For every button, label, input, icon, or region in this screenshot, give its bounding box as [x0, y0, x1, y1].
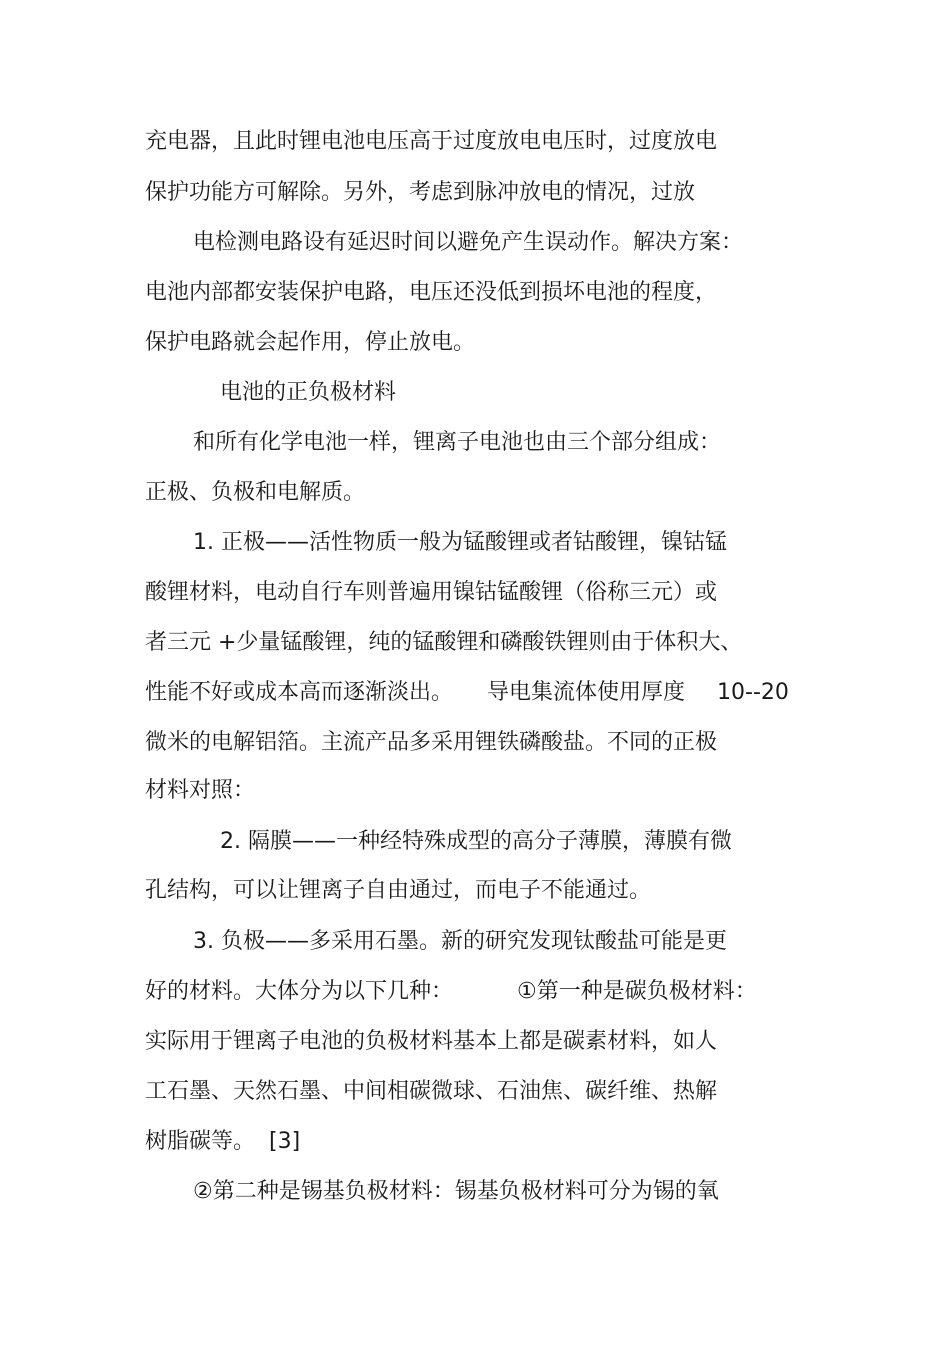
paragraph-line: 孔结构，可以让锂离子自由通过，而电子不能通过。: [145, 878, 652, 903]
list-item-line: 2. 隔膜——一种经特殊成型的高分子薄膜，薄膜有微: [220, 829, 732, 854]
paragraph-line: [145, 1127, 300, 1157]
list-item-line: 3. 负极——多采用石墨。新的研究发现钛酸盐可能是更: [193, 929, 727, 954]
paragraph-line: 实际用于锂离子电池的负极材料基本上都是碳素材料，如人: [145, 1029, 718, 1054]
paragraph-line: 酸锂材料，电动自行车则普遍用镍钴锰酸锂（俗称三元）或: [145, 580, 718, 605]
paragraph-line: 正极、负极和电解质。: [145, 480, 366, 505]
paragraph-line: 保护电路就会起作用，停止放电。: [145, 330, 476, 355]
section-heading: 电池的正负极材料: [220, 380, 397, 405]
paragraph-line: 充电器，且此时锂电池电压高于过度放电电压时，过度放电: [145, 129, 718, 154]
paragraph-line: 保护功能方可解除。另外，考虑到脉冲放电的情况，过放: [145, 180, 696, 205]
text-segment: 性能不好或成本高而逐渐淡出。: [145, 680, 454, 705]
citation-ref: [3]: [269, 1129, 301, 1154]
paragraph-line: 微米的电解铝箔。主流产品多采用锂铁磷酸盐。不同的正极: [145, 730, 718, 755]
paragraph-line: [145, 977, 757, 1007]
list-item-line: 1. 正极——活性物质一般为锰酸锂或者钴酸锂，镍钴锰: [193, 530, 727, 555]
paragraph-line: ②第二种是锡基负极材料：锡基负极材料可分为锡的氧: [193, 1179, 719, 1204]
paragraph-line: 材料对照：: [145, 778, 256, 803]
paragraph-line: 和所有化学电池一样，锂离子电池也由三个部分组成：: [193, 430, 722, 455]
text-segment: 树脂碳等。: [145, 1129, 256, 1154]
text-segment: 导电集流体使用厚度: [487, 680, 686, 705]
text-segment: ①第一种是碳负极材料：: [517, 979, 757, 1004]
paragraph-line: [145, 678, 789, 708]
paragraph-line: 工石墨、天然石墨、中间相碳微球、石油焦、碳纤维、热解: [145, 1079, 718, 1104]
paragraph-line: 电池内部都安装保护电路，电压还没低到损坏电池的程度，: [145, 280, 718, 305]
paragraph-line: 电检测电路设有延迟时间以避免产生误动作。解决方案：: [193, 230, 744, 255]
text-segment: 好的材料。大体分为以下几种：: [145, 979, 454, 1004]
text-segment: 10--20: [717, 680, 789, 705]
paragraph-line: 者三元 +少量锰酸锂，纯的锰酸锂和磷酸铁锂则由于体积大、: [145, 630, 743, 655]
